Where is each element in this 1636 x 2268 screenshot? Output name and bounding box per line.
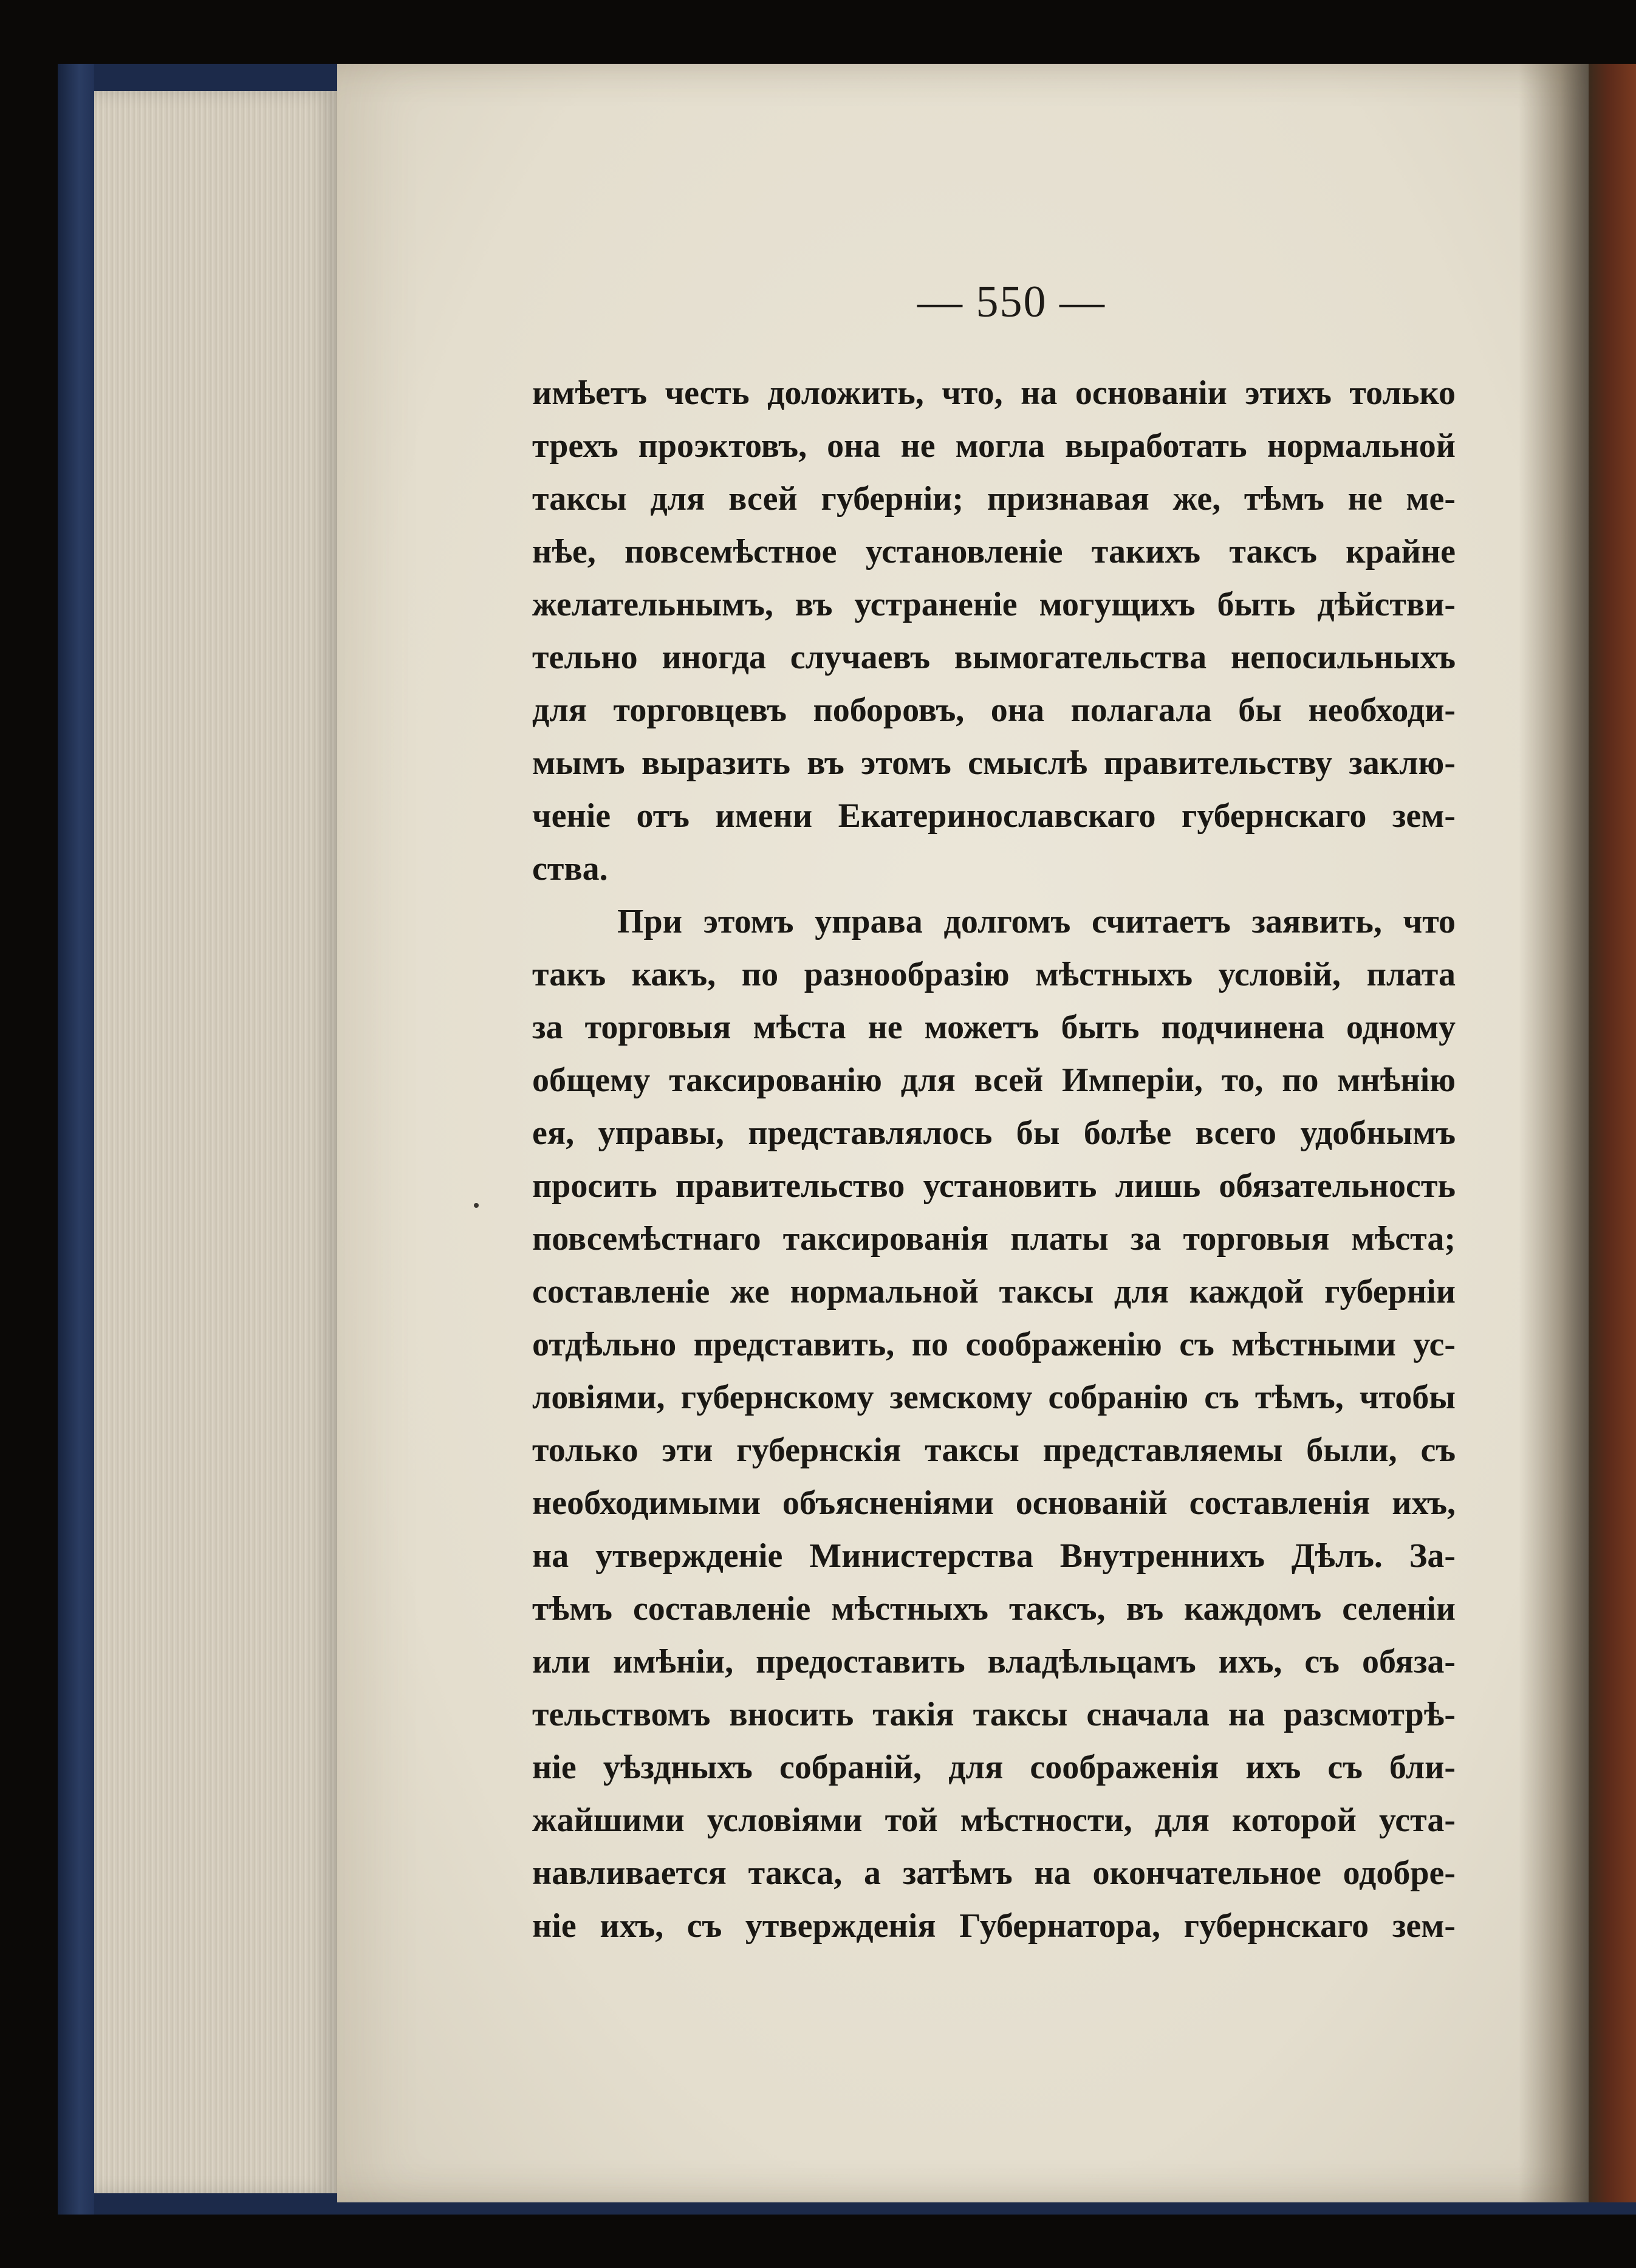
text-line: навливается такса, а затѣмъ на окончательное одобре- bbox=[532, 1854, 1456, 1892]
text-line: или имѣніи, предоставить владѣльцамъ ихъ, съ обяза- bbox=[532, 1643, 1456, 1680]
text-line: ніе уѣздныхъ собраній, для соображенія ихъ съ бли- bbox=[532, 1749, 1456, 1786]
text-line: жайшими условіями той мѣстности, для которой уста- bbox=[532, 1801, 1456, 1839]
text-line: только эти губернскія таксы представляемы были, съ bbox=[532, 1431, 1456, 1469]
text-line: общему таксированію для всей Имперіи, то, по мнѣнію bbox=[532, 1061, 1456, 1099]
page-number: — 550 — bbox=[917, 277, 1106, 327]
text-line: тельно иногда случаевъ вымогательства непосильныхъ bbox=[532, 639, 1456, 676]
text-line: таксы для всей губерніи; признавая же, тѣмъ не ме- bbox=[532, 480, 1456, 518]
page-gutter-shadow bbox=[1519, 64, 1589, 2202]
text-line: ея, управы, представлялось бы болѣе всего удобнымъ bbox=[532, 1114, 1456, 1152]
text-line: нѣе, повсемѣстное установленіе такихъ таксъ крайне bbox=[532, 533, 1456, 570]
text-line: трехъ проэктовъ, она не могла выработать нормальной bbox=[532, 427, 1456, 465]
text-line-paragraph-start: При этомъ управа долгомъ считаетъ заявить, что bbox=[617, 903, 1456, 940]
book-spine-edge bbox=[58, 64, 94, 2215]
text-line: за торговыя мѣста не можетъ быть подчинена одному bbox=[532, 1009, 1456, 1046]
text-line: имѣетъ честь доложить, что, на основаніи этихъ только bbox=[532, 374, 1456, 412]
text-line: необходимыми объясненіями основаній составленія ихъ, bbox=[532, 1484, 1456, 1522]
text-line: ніе ихъ, съ утвержденія Губернатора, губернскаго зем- bbox=[532, 1907, 1456, 1945]
text-line: отдѣльно представить, по соображенію съ мѣстными ус- bbox=[532, 1326, 1456, 1363]
text-line: для торговцевъ поборовъ, она полагала бы необходи- bbox=[532, 691, 1456, 729]
text-line: ченіе отъ имени Екатеринославскаго губернскаго зем- bbox=[532, 797, 1456, 835]
text-line: тельствомъ вносить такія таксы сначала на разсмотрѣ- bbox=[532, 1696, 1456, 1733]
text-line: на утвержденіе Министерства Внутреннихъ Дѣлъ. За- bbox=[532, 1537, 1456, 1575]
ink-speck bbox=[474, 1203, 479, 1208]
body-text bbox=[532, 367, 1456, 1953]
text-line: такъ какъ, по разнообразію мѣстныхъ условій, плата bbox=[532, 956, 1456, 993]
text-line: просить правительство установить лишь обязательность bbox=[532, 1167, 1456, 1205]
facing-page-edge bbox=[1589, 64, 1636, 2202]
text-line: тѣмъ составленіе мѣстныхъ таксъ, въ каждомъ селеніи bbox=[532, 1590, 1456, 1628]
text-line: ловіями, губернскому земскому собранію съ тѣмъ, чтобы bbox=[532, 1379, 1456, 1416]
text-line: желательнымъ, въ устраненіе могущихъ быть дѣйстви- bbox=[532, 586, 1456, 623]
text-line: мымъ выразить въ этомъ смыслѣ правительству заклю- bbox=[532, 744, 1456, 782]
text-line: повсемѣстнаго таксированія платы за торговыя мѣста; bbox=[532, 1220, 1456, 1258]
text-line: составленіе же нормальной таксы для каждой губерніи bbox=[532, 1273, 1456, 1310]
page-stack-edges bbox=[94, 91, 337, 2193]
text-line-paragraph-end: ства. bbox=[532, 850, 608, 888]
